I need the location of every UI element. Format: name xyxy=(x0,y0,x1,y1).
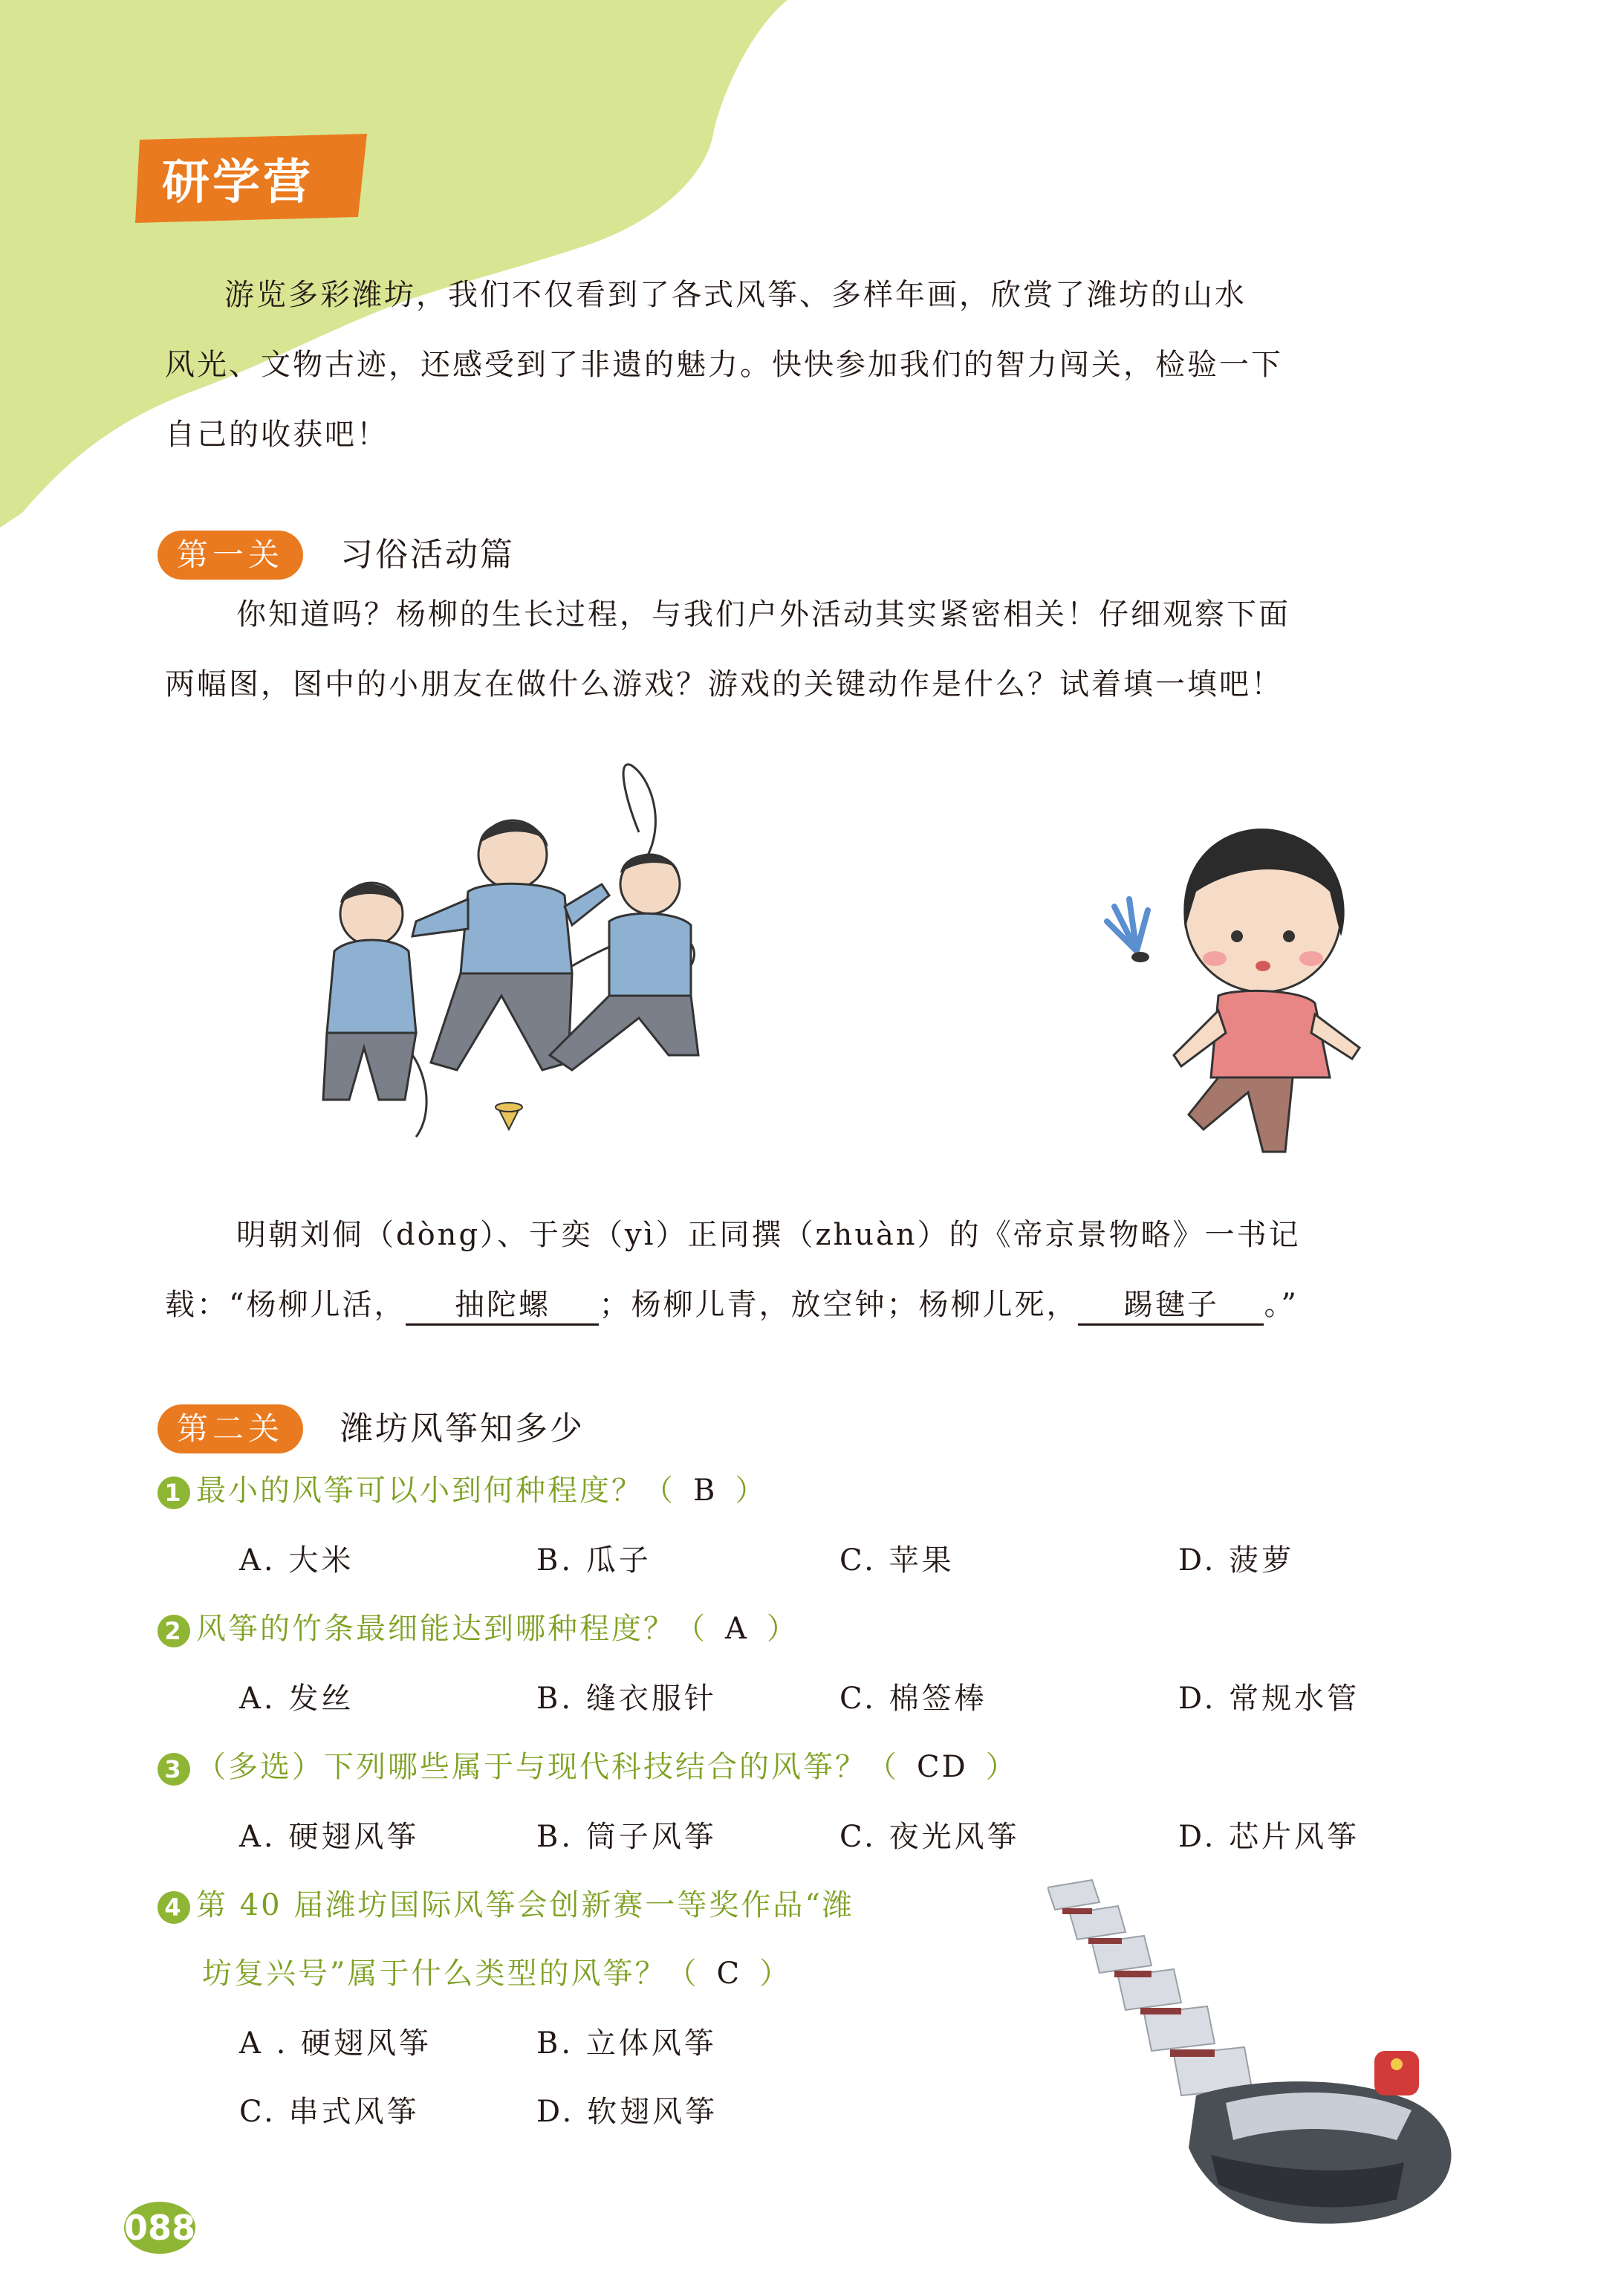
stage2-badge xyxy=(157,1404,303,1453)
intro-line-1: 游览多彩潍坊，我们不仅看到了各式风筝、多样年画，欣赏了潍坊的山水 xyxy=(224,278,1247,312)
question-number-4: 4 xyxy=(157,1891,190,1924)
question-3-close: ） xyxy=(985,1750,1018,1784)
q3-option-b: B. 筒子风筝 xyxy=(536,1820,717,1854)
question-number-1: 1 xyxy=(157,1477,190,1509)
question-number-3: 3 xyxy=(157,1753,190,1786)
question-4-text-line-2: 坊复兴号”属于什么类型的风筝？（ xyxy=(202,1957,699,1991)
quote-line-2-middle: ；杨柳儿青，放空钟；杨柳儿死， xyxy=(599,1288,1079,1322)
q2-option-a: A. 发丝 xyxy=(239,1682,354,1716)
kite-train-photo xyxy=(1048,1873,1471,2266)
question-1 xyxy=(157,1468,767,1513)
question-3-answer[interactable]: CD xyxy=(917,1750,968,1784)
stage2-title: 潍坊风筝知多少 xyxy=(340,1410,585,1448)
q3-option-a: A. 硬翅风筝 xyxy=(239,1820,420,1854)
shuttlecock-illustration xyxy=(1092,817,1389,1174)
q2-option-c: C. 棉签棒 xyxy=(839,1682,987,1716)
answer-blank-1[interactable]: 抽陀螺 xyxy=(406,1286,599,1326)
stage1-title: 习俗活动篇 xyxy=(340,536,515,574)
q3-option-d: D. 芯片风筝 xyxy=(1178,1820,1360,1854)
intro-line-2: 风光、文物古迹，还感受到了非遗的魅力。快快参加我们的智力闯关，检验一下 xyxy=(165,348,1283,382)
stage1-badge-label: 第一关 xyxy=(176,537,284,573)
q2-option-d: D. 常规水管 xyxy=(1178,1682,1360,1716)
q4-option-b: B. 立体风筝 xyxy=(536,2026,717,2061)
question-1-close: ） xyxy=(735,1474,767,1508)
q4-option-d: D. 软翅风筝 xyxy=(536,2095,718,2129)
section-header-badge xyxy=(135,134,370,223)
question-2 xyxy=(157,1607,799,1651)
q3-option-c: C. 夜光风筝 xyxy=(839,1820,1020,1854)
question-4-answer[interactable]: C xyxy=(716,1957,742,1991)
question-2-text: 风筝的竹条最细能达到哪种程度？（ xyxy=(196,1612,707,1646)
question-1-text: 最小的风筝可以小到何种程度？（ xyxy=(196,1474,675,1508)
intro-line-3: 自己的收获吧！ xyxy=(165,418,389,452)
quote-line-1: 明朝刘侗（dòng）、于奕（yì）正同撰（zhuàn）的《帝京景物略》一书记 xyxy=(236,1218,1301,1252)
question-3-text: （多选）下列哪些属于与现代科技结合的风筝？（ xyxy=(196,1750,899,1784)
quote-line-2-start: 载：“杨柳儿活， xyxy=(165,1288,406,1322)
question-number-2: 2 xyxy=(157,1615,190,1647)
stage1-line-2: 两幅图，图中的小朋友在做什么游戏？游戏的关键动作是什么？试着填一填吧！ xyxy=(165,667,1283,701)
stage1-line-1: 你知道吗？杨柳的生长过程，与我们户外活动其实紧密相关！仔细观察下面 xyxy=(236,597,1290,632)
q1-option-c: C. 苹果 xyxy=(839,1543,955,1578)
quote-line-2 xyxy=(165,1283,1299,1327)
q1-option-b: B. 瓜子 xyxy=(536,1543,652,1578)
page-title: 研学营 xyxy=(162,155,314,210)
q4-option-c: C. 串式风筝 xyxy=(239,2095,420,2129)
q1-option-d: D. 菠萝 xyxy=(1178,1543,1295,1578)
question-4 xyxy=(157,1883,854,1928)
question-1-answer[interactable]: B xyxy=(693,1474,718,1508)
spinning-top-illustration xyxy=(253,751,787,1152)
question-3 xyxy=(157,1745,1018,1789)
question-2-close: ） xyxy=(766,1612,799,1646)
q1-option-a: A. 大米 xyxy=(239,1543,354,1578)
question-4-text-line-1: 第 40 届潍坊国际风筝会创新赛一等奖作品“潍 xyxy=(196,1888,854,1922)
question-4-close: ） xyxy=(759,1957,792,1991)
page-number-badge xyxy=(123,2201,196,2255)
question-4-line-2 xyxy=(202,1951,791,1996)
q2-option-b: B. 缝衣服针 xyxy=(536,1682,717,1716)
answer-blank-2[interactable]: 踢毽子 xyxy=(1078,1286,1264,1326)
q4-option-a: A . 硬翅风筝 xyxy=(239,2026,432,2061)
quote-line-2-end: 。” xyxy=(1264,1288,1299,1322)
question-2-answer[interactable]: A xyxy=(725,1612,749,1646)
stage1-badge xyxy=(157,531,303,580)
page-number: 088 xyxy=(123,2208,196,2248)
stage2-badge-label: 第二关 xyxy=(176,1410,284,1447)
